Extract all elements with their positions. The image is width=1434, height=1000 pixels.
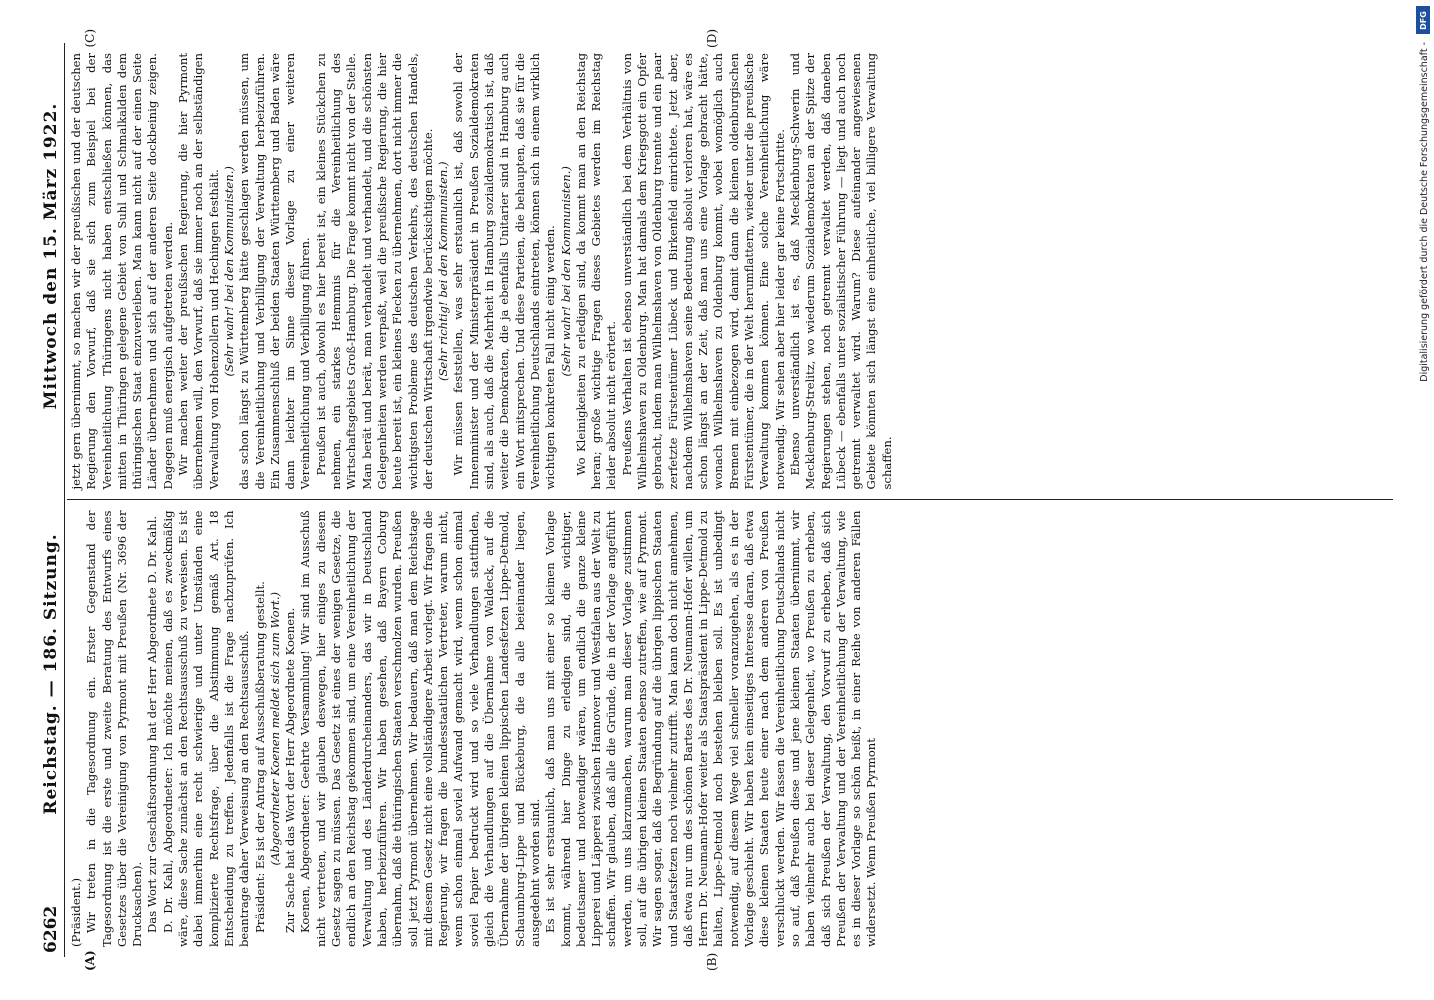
margin-marker-a: (A) — [83, 950, 97, 971]
paragraph: Das Wort zur Geschäftsordnung hat der Herr Abgeordnete D. Dr. Kahl. — [145, 515, 160, 933]
paragraph: Ebenso unverständlich ist es, daß Mecklenburg-Schwerin und Mecklenburg-Strelitz, wo wiederum Sozialdemokraten an der Spitze der Regierungen stehen, noch getrennt verwaltet werden, daß daneben Lübeck — ebenfalls unter sozialistischer Führung — liegt und auch noch getrennt verwaltet wird. Warum? Diese aufeinander angewiesenen Gebiete könnten sich längst eine einheitliche, viel billigere Verwaltung schaffen. — [787, 53, 894, 490]
paragraph: Zur Sache hat das Wort der Herr Abgeordnete Koenen. — [283, 607, 298, 933]
paragraph: Wir machen weiter der preußischen Regierung, die hier Pyrmont übernehmen will, den Vorwurf, daß sie immer noch an der selbständigen Verwaltung von Hohenzollern und Hechingen festhält. — [176, 53, 221, 490]
paragraph: jetzt gern übernimmt, so machen wir der preußischen und der deutschen Regierung den Vorwurf, daß sie sich zum Beispiel bei der Vereinheitlichung Thüringens nicht haben entschließen können, das mitten in Thüringen gelegene Gebiet von Suhl und Schmalkalden dem thüringischen Staat einzuverleiben. Man kann nicht auf der einen Seite Länder übernehmen und sich auf der anderen Seite dockbeinig zeigen. Dagegen muß energisch aufgetreten werden. — [69, 53, 175, 490]
paragraph: (Abgeordneter Koenen meldet sich zum Wort.) — [267, 591, 282, 866]
paragraph: Koenen, Abgeordneter: Geehrte Versammlung! Wir sind im Ausschuß nicht vertreten, und wir glauben deswegen, hier einiges zu diesem Gesetz sagen zu müssen. Das Gesetz ist eines der wenigen Gesetze, die endlich an den Reichstag gekommen sind, um eine Vereinheitlichung der Verwaltung und des Länderdurcheinanders, das wir in Deutschland haben, herbeizuführen. Wir haben gesehen, daß Bayern Coburg übernahm, daß die thüringischen Staaten verschmolzen wurden. Preußen soll jetzt Pyrmont übernehmen. Wir bedauern, daß man dem Reichstage mit diesem Gesetz nicht eine vollständigere Arbeit vorlegt. Wir fragen die Regierung, wir fragen die bundesstaatlichen Vertreter, warum nicht, wenn schon einmal soviel Aufwand gemacht wird, wenn schon einmal soviel Papier bedruckt wird und so viele Verhandlungen stattfinden, gleich die Verhandlungen auf die Übernahme von Waldeck, auf die Übernahme der übrigen kleinen lippischen Landesfetzen Lippe-Detmold, Schaumburg-Lippe und Bückeburg, die da alle beieinander liegen, ausgedehnt worden sind. — [298, 510, 542, 947]
left-column — [65, 501, 1395, 958]
paragraph: Wo Kleinigkeiten zu erledigen sind, da kommt man an den Reichstag heran; große wichtige Fragen dieses Gebietes werden im Reichstag leider absolut nicht erörtert. — [573, 53, 619, 490]
text-columns — [65, 29, 1395, 971]
margin-marker-c: (C) — [83, 29, 97, 48]
paragraph: (Sehr richtig! bei den Kommunisten.) — [436, 161, 451, 382]
paragraph: Preußen ist auch, obwohl es hier bereit ist, ein kleines Stückchen zu nehmen, ein starkes Hemmnis für die Vereinheitlichung des Wirtschaftsgebiets Groß-Hamburg. Die Frage kommt nicht von der Stelle. Man berät und berät, man verhandelt und verhandelt, und die schönsten Gelegenheiten werden verpaßt, weil die preußische Regierung, die hier heute bereit ist, ein kleines Flecken zu übernehmen, dort nicht immer die wichtigsten Probleme des deutschen Verkehrs, des deutschen Handels, der deutschen Wirtschaft irgendwie berücksichtigen möchte. — [313, 53, 435, 490]
column-divider — [67, 500, 1393, 501]
page-header — [41, 43, 65, 957]
paragraph: Wir treten in die Tagesordnung ein. Erster Gegenstand der Tagesordnung ist die erste und zweite Beratung des Entwurfs eines Gesetzes über die Vereinigung von Pyrmont mit Preußen (Nr. 3696 der Drucksachen). — [84, 510, 145, 947]
paragraph: Es ist sehr erstaunlich, daß man uns mit einer so kleinen Vorlage kommt, während hier Dinge zu erledigen sind, die wichtiger, bedeutsamer und notwendiger wären, um endlich die ganze kleine Lipperei und Läpperei zwischen Hannover und Westfalen aus der Welt zu schaffen. Wir glauben, daß alle die Gründe, die in der Vorlage angeführt werden, um uns klarzumachen, warum man dieser Vorlage zustimmen soll, auf die übrigen kleinen Staaten ebenso zutreffen, wie auf Pyrmont. Wir sagen sogar, daß die Begründung auf die übrigen lippischen Staaten und Staatsfetzen noch vielmehr zutrifft. Man kann doch nicht annehmen, daß etwa nur um des schönen Bartes des Dr. Neumann-Hofer willen, um Herrn Dr. Neumann-Hofer weiter als Staatspräsident in Lippe-Detmold zu halten, Lippe-Detmold noch bestehen bleiben soll. Es ist unbedingt notwendig, auf diesem Wege viel schneller voranzugehen, als es in der Vorlage geschieht. Wir haben kein einseitiges Interesse daran, daß etwa diese kleinen Staaten heute einer nach dem anderen von Preußen verschluckt werden. Wir fassen die Vereinheitlichung Deutschlands nicht so auf, daß Preußen diese und jene kleinen Staaten übernimmt, wir haben vielmehr auch bei dieser Gelegenheit, wo Preußen zu erheben, daß sich Preußen der Verwaltung, den Vorwurf zu erheben, daß sich Preußen der Verwaltung und der Vereinheitlichung der Verwaltung, wie es in dieser Vorlage so schön heißt, in einer Reihe von anderen Fällen widersetzt. Wenn Preußen Pyrmont — [543, 510, 879, 947]
page-number: 6262 — [41, 905, 61, 953]
paragraph: Wir müssen feststellen, was sehr erstaunlich ist, daß sowohl der Innenminister und der Ministerpräsident in Preußen Sozialdemokraten sind, als auch, daß die Mehrheit in Hamburg sozialdemokratisch ist, daß weiter die Demokraten, die ja ebenfalls Unitarier sind in Hamburg auch ein Wort mitsprechen. Und diese Parteien, die behaupten, daß sie für die Vereinheitlichung Deutschlands eintreten, können sich in einem wirklich wichtigen konkreten Fall nicht einig werden. — [451, 53, 558, 490]
paragraph: das schon längst zu Württemberg hätte geschlagen werden müssen, um die Vereinheitlichung und Verbilligung der Verwaltung herbeizuführen. Ein Zusammenschluß der beiden Staaten Württemberg und Baden wäre dann leichter im Sinne dieser Vorlage zu einer weiteren Vereinheitlichung und Verbilligung führen. — [237, 53, 313, 490]
digitization-credit — [1414, 6, 1430, 996]
paragraph: D. Dr. Kahl, Abgeordneter: Ich möchte meinen, daß es zweckmäßig wäre, diese Sache zunächst an den Rechtsausschuß zu verweisen. Es ist dabei immerhin eine recht schwierige und unter Umständen eine komplizierte Rechtsfrage, über die Abstimmung gemäß Art. 18 Entscheidung zu treffen. Jedenfalls ist die Frage nachzuprüfen. Ich beantrage daher Verweisung an den Rechtsausschuß. — [160, 510, 252, 947]
paragraph: (Sehr wahr! bei den Kommunisten.) — [221, 166, 236, 377]
credit-text: Digitalisierung gefördert durch die Deutsche Forschungsgemeinschaft - — [1419, 42, 1430, 382]
margin-marker-d: (D) — [705, 29, 719, 48]
right-running-title: Mittwoch den 15. März 1922. — [41, 102, 61, 410]
paragraph: Preußens Verhalten ist ebenso unverständlich bei dem Verhältnis von Wilhelmshaven zu Oldenburg. Man hat damals dem Kriegsgott ein Opfer gebracht, indem man Wilhelmshaven von Oldenburg trennte und ein paar zerfetzte Fürstentümer Lübeck und Birkenfeld einrichtete. Jetzt aber, nachdem Wilhelmshaven seine Bedeutung absolut verloren hat, wäre es schon längst an der Zeit, daß man uns eine Vorlage gebracht hätte, wonach Wilhelmshaven zu Oldenburg kommt, wobei womöglich auch Bremen mit einbezogen wird, damit dann die kleinen oldenburgischen Fürstentümer, die in der Welt herumflattern, wieder unter die preußische Verwaltung kommen können. Eine solche Vereinheitlichung wäre notwendig. Wir sehen aber hier leider gar keine Fortschritte. — [619, 53, 787, 490]
dfg-logo: DFG — [1416, 6, 1430, 34]
margin-marker-b: (B) — [705, 952, 719, 971]
paragraph: Präsident: Es ist der Antrag auf Ausschußberatung gestellt. — [252, 581, 267, 933]
left-running-title: Reichstag. — 186. Sitzung. — [41, 533, 61, 815]
right-column — [65, 43, 1395, 500]
document-page — [27, 25, 1407, 975]
paragraph: (Präsident.) — [69, 877, 83, 947]
paragraph: (Sehr wahr! bei den Kommunisten.) — [558, 166, 573, 377]
